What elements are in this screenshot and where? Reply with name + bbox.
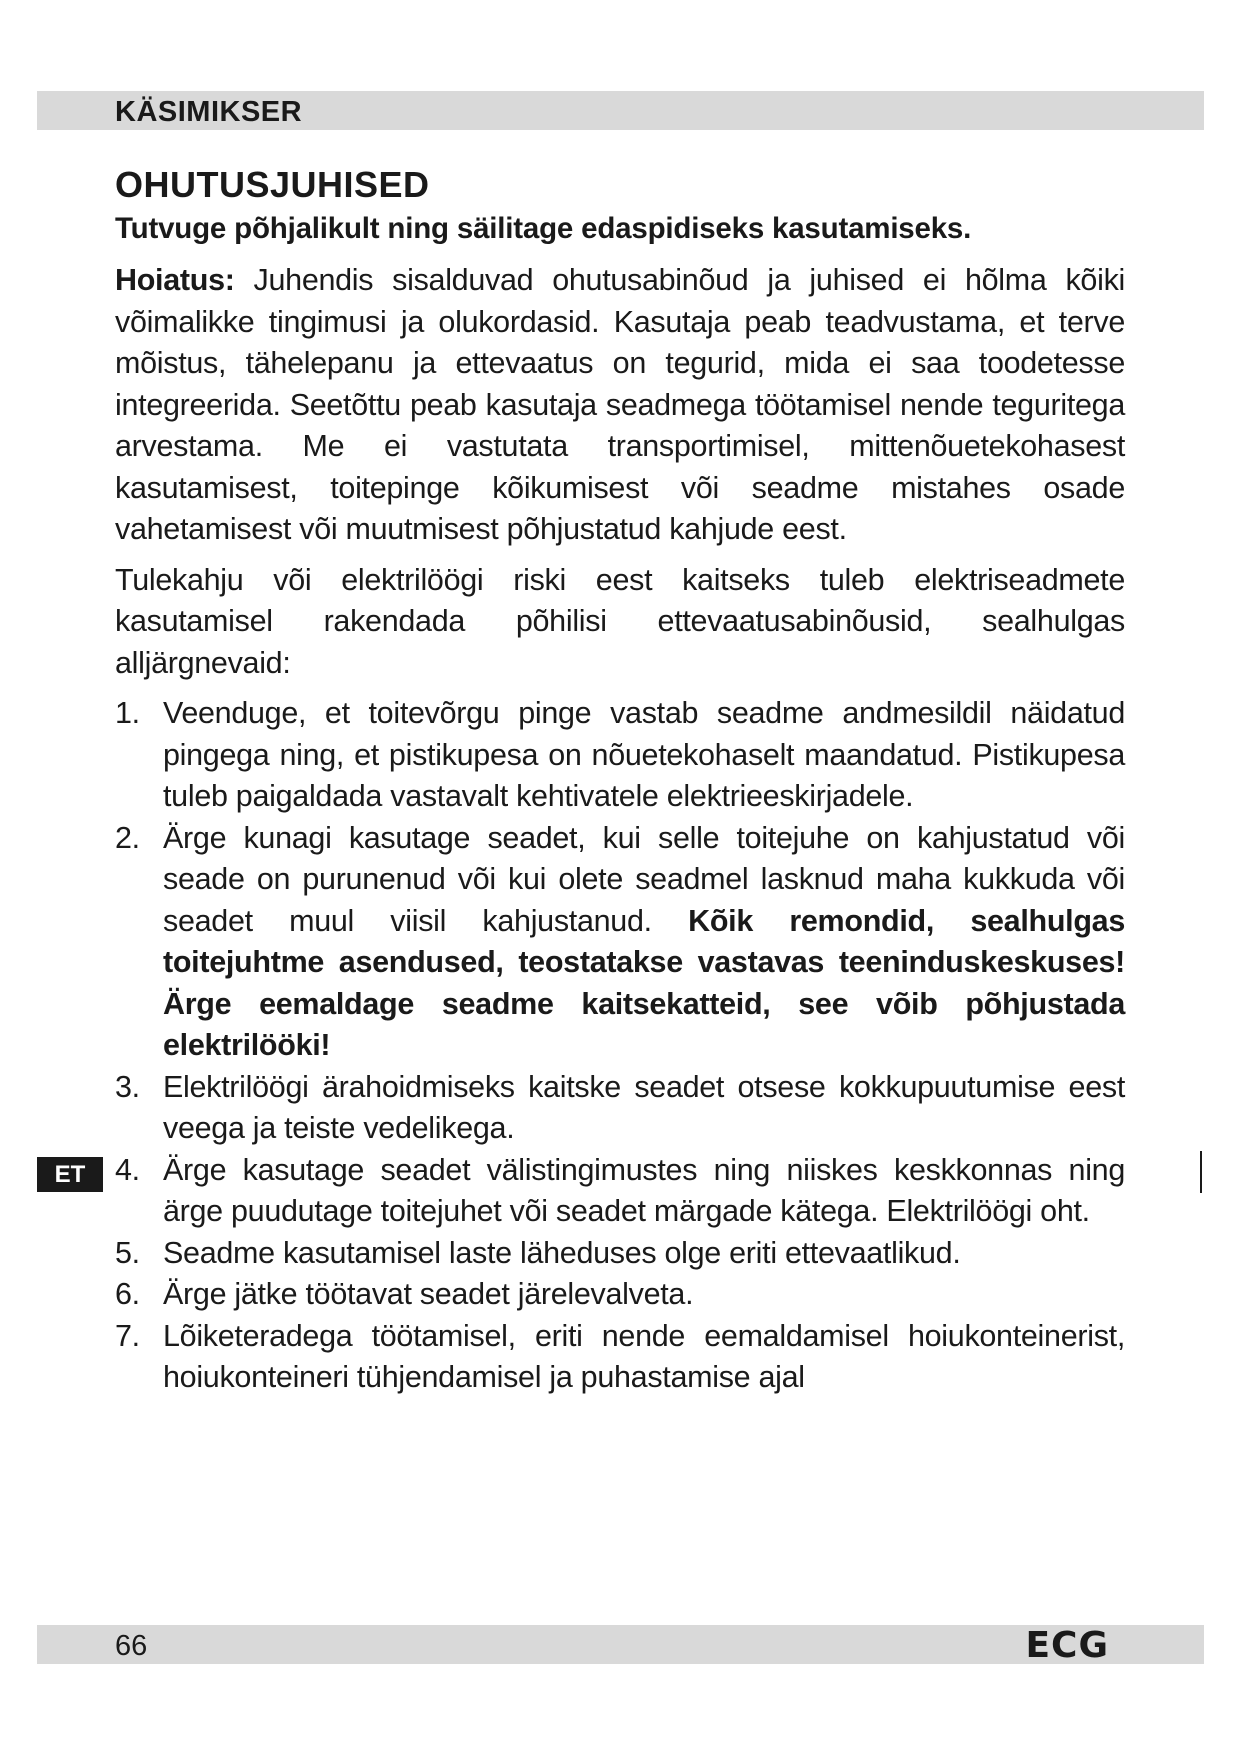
- list-item-text: Elektrilöögi ärahoidmiseks kaitske seadet otsese kokkupuutumise eest veega ja teiste vedelikega.: [163, 1069, 1125, 1145]
- list-item-number: 6.: [115, 1277, 140, 1311]
- list-item-number: 2.: [115, 820, 140, 855]
- list-item: [115, 1274, 1125, 1316]
- footer-bar: [37, 1625, 1204, 1664]
- margin-marker: [1200, 1151, 1202, 1193]
- list-item-number: 3.: [115, 1069, 140, 1104]
- list-item-text: Ärge jätke töötavat seadet järelevalveta.: [163, 1277, 694, 1311]
- warning-paragraph: [115, 260, 1125, 551]
- section-subheading: Tutvuge põhjalikult ning säilitage edaspidiseks kasutamiseks.: [115, 212, 972, 245]
- list-item: [115, 1233, 1125, 1275]
- language-tab: ET: [37, 1157, 103, 1192]
- warning-label: Hoiatus:: [115, 263, 235, 297]
- list-item: [115, 693, 1125, 818]
- list-item-number: 4.: [115, 1152, 140, 1187]
- list-item: [115, 1067, 1125, 1150]
- document-title: KÄSIMIKSER: [115, 96, 303, 128]
- list-item-number: 7.: [115, 1318, 140, 1353]
- safety-list: [115, 693, 1125, 1399]
- list-item: [115, 1316, 1125, 1399]
- warning-text: Juhendis sisalduvad ohutusabinõud ja juhised ei hõlma kõiki võimalikke tingimusi ja olukordasid. Kasutaja peab teadvustama, et terve mõistus, tähelepanu ja ettevaatus on tegurid, mida ei saa toodetesse integreerida. Seetõttu peab kasutaja seadmega töötamisel nende teguritega arvestama. Me ei vastutata transportimisel, mittenõuetekohasest kasutamisest, toitepinge kõikumisest või seadme mistahes osade vahetamisest või muutmisest põhjustatud kahjude eest.: [115, 263, 1125, 546]
- list-item: [115, 1150, 1125, 1233]
- list-item-text: Lõiketeradega töötamisel, eriti nende eemaldamisel hoiukonteinerist, hoiukonteineri tühjendamisel ja puhastamise ajal: [163, 1318, 1125, 1394]
- header-bar: [37, 91, 1204, 130]
- list-item-text: Ärge kasutage seadet välistingimustes ning niiskes keskkonnas ning ärge puudutage toitejuhet või seadet märgade kätega. Elektrilöögi oht.: [163, 1152, 1125, 1228]
- list-item-bold-text: Kõik remondid, sealhulgas toitejuhtme asendused, teostatakse vastavas teeninduskeskuses! Ärge eemaldage seadme kaitsekatteid, see võib põhjustada elektrilööki!: [163, 903, 1126, 1062]
- page-number: 66: [115, 1630, 148, 1662]
- list-item-number: 1.: [115, 696, 140, 730]
- section-heading: OHUTUSJUHISED: [115, 164, 430, 205]
- list-item: [115, 818, 1125, 1067]
- list-item-text: Seadme kasutamisel laste läheduses olge eriti ettevaatlikud.: [163, 1235, 961, 1270]
- brand-logo: ECG: [1025, 1625, 1109, 1666]
- list-item-text: Ärge kunagi kasutage seadet, kui selle toitejuhe on kahjustatud või seade on purunenud või kui olete seadmel lasknud maha kukkuda või seadet muul viisil kahjustanud.: [163, 820, 1125, 938]
- main-content: [115, 160, 1125, 1399]
- intro-paragraph: Tulekahju või elektrilöögi riski eest kaitseks tuleb elektriseadmete kasutamisel rakendada põhilisi ettevaatusabinõusid, sealhulgas alljärgnevaid:: [115, 562, 1125, 680]
- list-item-text: Veenduge, et toitevõrgu pinge vastab seadme andmesildil näidatud pingega ning, et pistikupesa on nõuetekohaselt maandatud. Pistikupesa tuleb paigaldada vastavalt kehtivatele elektrieeskirjadele.: [163, 696, 1125, 813]
- list-item-number: 5.: [115, 1235, 140, 1270]
